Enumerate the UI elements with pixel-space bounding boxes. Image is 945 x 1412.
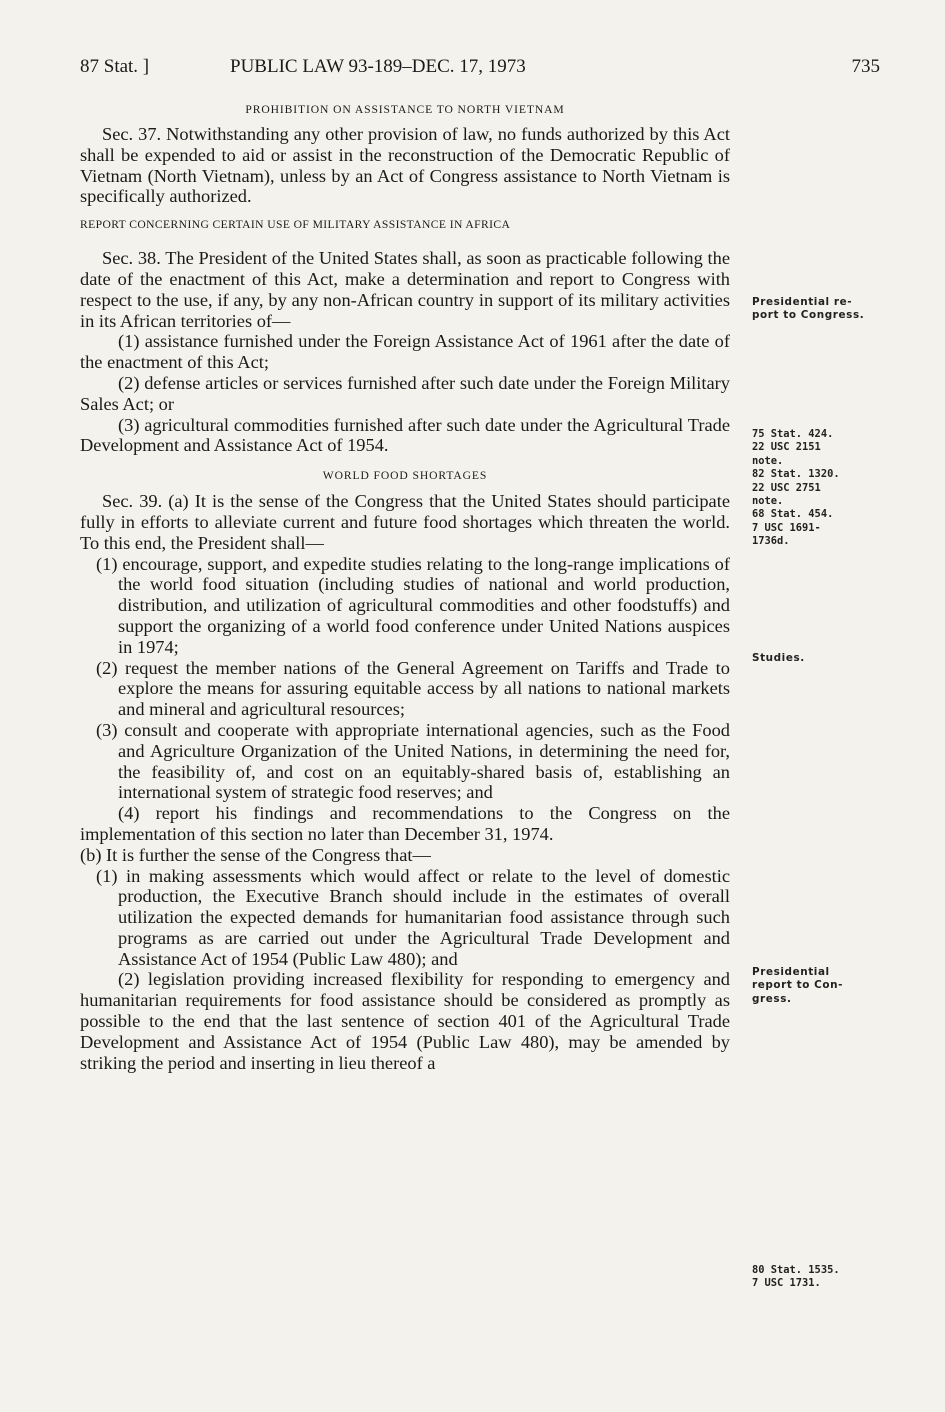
page-header (80, 56, 880, 82)
section-38-item: (1) assistance furnished under the Foreign Assistance Act of 1961 after the date of the enactment of this Act; (80, 331, 730, 373)
margin-note-presidential-report: Presidential re- port to Congress. (752, 296, 865, 322)
section-38-heading: REPORT CONCERNING CERTAIN USE OF MILITARY ASSISTANCE IN AFRICA (80, 218, 511, 232)
section-39a-item: (4) report his findings and recommendations to the Congress on the implementation of this section no later than December 31, 1974. (80, 803, 730, 844)
section-38-item: (2) defense articles or services furnished after such date under the Foreign Military Sales Act; or (80, 372, 730, 414)
section-39a-item: (3) consult and cooperate with appropriate international agencies, such as the Food and Agriculture Organization of the United Nations, in determining the need for, the feasibility of, and cost on an equitably-shared basis of, establishing an international system of strategic food reserves; and (96, 719, 730, 803)
margin-note-presidential-report-2: Presidential report to Con- gress. (752, 966, 844, 1005)
volume-reference: 87 Stat. ] (80, 56, 150, 77)
margin-note-studies: Studies. (752, 652, 805, 664)
section-37-text: Sec. 37. Notwithstanding any other provision of law, no funds authorized by this Act shall be expended to aid or assist in the reconstruction of the Democratic Republic of Vietnam (North Vietnam), unless by an Act of Congress assistance to North Vietnam is specifically authorized. (80, 124, 730, 207)
section-39-heading: WORLD FOOD SHORTAGES (322, 469, 488, 483)
main-text (80, 98, 730, 1073)
page-number: 735 (851, 56, 880, 77)
section-39a-item: (2) request the member nations of the General Agreement on Tariffs and Trade to explore the means for assuring equitable access by all nations to national markets and mineral and agricultural resources; (96, 657, 730, 720)
margin-note-citations-2: 80 Stat. 1535. 7 USC 1731. (752, 1264, 840, 1290)
section-37-heading: PROHIBITION ON ASSISTANCE TO NORTH VIETNAM (245, 103, 565, 116)
section-39b-item: (2) legislation providing increased flexibility for responding to emergency and humanitarian requirements for food assistance should be considered as promptly as possible to the end that the last sentence of section 401 of the Agricultural Trade Development and Assistance Act of 1954 (Public Law 480), may be amended by striking the period and inserting in lieu thereof a (80, 969, 730, 1073)
margin-note-citations: 75 Stat. 424. 22 USC 2151 note. 82 Stat. 1320. 22 USC 2751 note. 68 Stat. 454. 7 USC 1691- 1736d. (752, 428, 840, 548)
section-39-intro: Sec. 39. (a) It is the sense of the Congress that the United States should participate fully in efforts to alleviate current and future food shortages which threaten the world. To this end, the President shall— (80, 491, 730, 553)
section-39a-item: (1) encourage, support, and expedite studies relating to the long-range implications of the world food situation (including studies of national and world production, distribution, and utilization of agricultural commodities and other foodstuffs) and support the organizing of a world food conference under United Nations auspices in 1974; (96, 553, 730, 657)
running-title: PUBLIC LAW 93-189–DEC. 17, 1973 (230, 56, 526, 77)
section-39b-item: (1) in making assessments which would affect or relate to the level of domestic production, the Executive Branch should include in the estimates of overall utilization the expected demands for humanitarian food assistance through such programs as are carried out under the Agricultural Trade Development and Assistance Act of 1954 (Public Law 480); and (96, 865, 730, 969)
section-39b-intro: (b) It is further the sense of the Congress that— (80, 844, 431, 865)
section-38-intro: Sec. 38. The President of the United States shall, as soon as practicable following the date of the enactment of this Act, make a determination and report to Congress with respect to the use, if any, by any non-African country in support of its military activities in its African territories of— (80, 248, 730, 331)
section-38-item: (3) agricultural commodities furnished after such date under the Agricultural Trade Development and Assistance Act of 1954. (80, 414, 730, 456)
